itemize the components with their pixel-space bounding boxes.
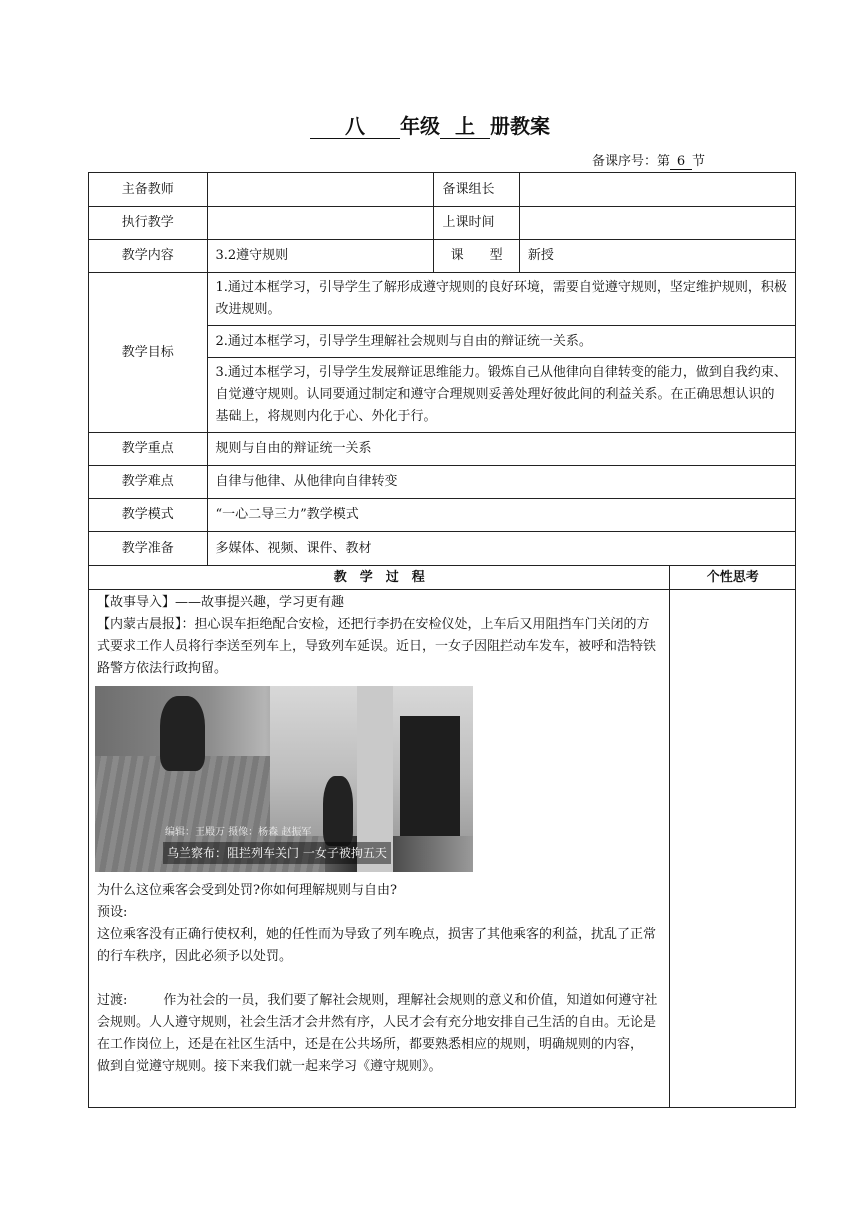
- reflection-header: 个性思考: [670, 566, 796, 590]
- intro-line: [97, 592, 661, 614]
- term-suffix: 册教案: [490, 114, 550, 138]
- news-text: ：担心误车拒绝配合安检，还把行李扔在安检仪处，上车后又用阻挡车门关闭的方式要求工作人员将行李送至列车上，导致列车延误。近日，一女子因阻拦动车发车，被呼和浩特铁路警方依法行政拘留。: [97, 617, 657, 676]
- chief-teacher-label: 主备教师: [89, 173, 208, 207]
- class-time-label: 上课时间: [434, 207, 519, 240]
- lesson-number-value: 6: [670, 154, 692, 170]
- key-point-value: 规则与自由的辩证统一关系: [207, 433, 796, 466]
- news-paragraph: [97, 614, 661, 680]
- lesson-number: [592, 150, 705, 170]
- lesson-number-suffix: 节: [691, 154, 705, 169]
- lesson-number-prefix: 备课序号：第: [591, 154, 670, 169]
- question: 为什么这位乘客会受到处罚?你如何理解规则与自由?: [97, 883, 397, 898]
- term-value: 上: [440, 114, 490, 139]
- reflection-body: [670, 590, 796, 1108]
- difficulty-value: 自律与他律、从他律向自律转变: [207, 466, 796, 499]
- grade-value: 八: [310, 114, 400, 139]
- transition-paragraph: [97, 990, 661, 1078]
- executor-value: [207, 207, 434, 240]
- lesson-plan-table: [88, 172, 796, 1108]
- type-label: 课 型: [434, 240, 519, 273]
- grade-suffix: 年级: [400, 114, 440, 138]
- photo-person: [323, 776, 353, 846]
- news-photo: [95, 686, 473, 872]
- intro-text: ——故事提兴趣，学习更有趣: [175, 595, 345, 610]
- objective-2: 2.通过本框学习，引导学生理解社会规则与自由的辩证统一关系。: [207, 326, 796, 358]
- executor-label: 执行教学: [89, 207, 208, 240]
- chief-teacher-value: [207, 173, 434, 207]
- content-label: 教学内容: [89, 240, 208, 273]
- objectives-label: 教学目标: [89, 273, 208, 433]
- photo-door: [400, 716, 460, 836]
- mode-value: “一心二导三力”教学模式: [207, 499, 796, 532]
- photo-credit: 编辑：王殿万 摄像：杨森 赵振军: [165, 827, 312, 838]
- intro-title: 【故事导入】: [97, 595, 176, 610]
- group-leader-value: [519, 173, 795, 207]
- photo-person: [160, 696, 205, 771]
- photo-caption: 乌兰察布：阻拦列车关门 一女子被拘五天: [163, 842, 391, 864]
- class-time-value: [519, 207, 795, 240]
- prep-label: 教学准备: [89, 532, 208, 566]
- difficulty-label: 教学难点: [89, 466, 208, 499]
- preset-text: 这位乘客没有正确行使权利，她的任性而为导致了列车晚点，损害了其他乘客的利益，扰乱了正常的行车秩序，因此必须予以处罚。: [97, 927, 657, 964]
- news-title: 【内蒙古晨报】: [97, 617, 182, 632]
- process-header: 教 学 过 程: [89, 566, 670, 590]
- content-value: 3.2遵守规则: [207, 240, 434, 273]
- type-value: 新授: [519, 240, 795, 273]
- key-point-label: 教学重点: [89, 433, 208, 466]
- spacer: [97, 968, 661, 990]
- process-body: [89, 590, 670, 1108]
- transition-text: 作为社会的一员，我们要了解社会规则，理解社会规则的意义和价值，知道如何遵守社会规则。人人遵守规则，社会生活才会井然有序，人民才会有充分地安排自己生活的自由。无论是在工作岗位上，还是在社区生活中，还是在公共场所，都要熟悉相应的规则，明确规则的内容， 做到自觉遵守规则。接下来我们就一起来学习《遵守规则》。: [97, 993, 658, 1074]
- group-leader-label: 备课组长: [434, 173, 519, 207]
- mode-label: 教学模式: [89, 499, 208, 532]
- objective-1: 1.通过本框学习，引导学生了解形成遵守规则的良好环境，需要自觉遵守规则，坚定维护规则，积极改进规则。: [207, 273, 796, 326]
- preset-label: 预设:: [97, 905, 128, 920]
- page-title: [0, 114, 860, 139]
- prep-value: 多媒体、视频、课件、教材: [207, 532, 796, 566]
- objective-3: 3.通过本框学习，引导学生发展辩证思维能力。锻炼自己从他律向自律转变的能力，做到自我约束、自觉遵守规则。认同要通过制定和遵守合理规则妥善处理好彼此间的利益关系。在正确思想认识的基础上，将规则内化于心、外化于行。: [207, 358, 796, 433]
- transition-label: 过渡:: [97, 993, 128, 1008]
